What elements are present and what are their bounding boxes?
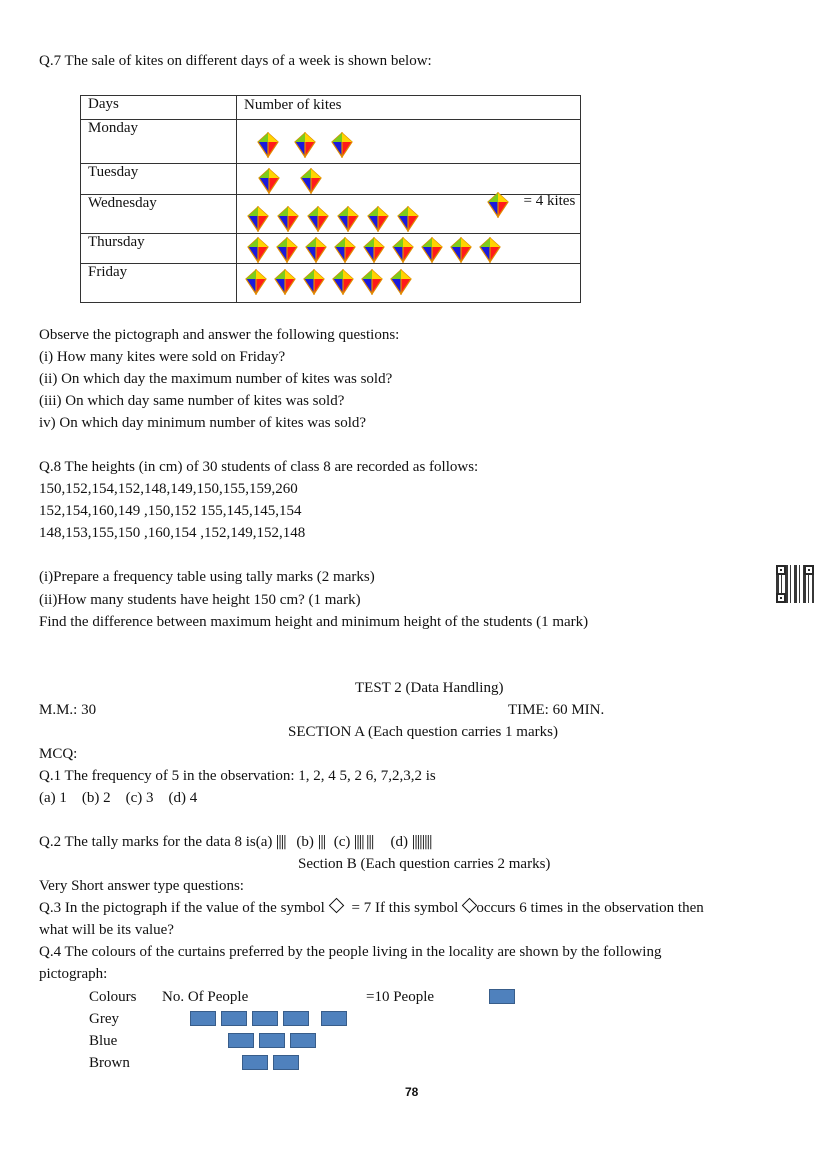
q2-label-d: (d) (390, 834, 409, 850)
kite-icon (275, 237, 299, 263)
section-b-heading: Section B (Each question carries 2 marks) (298, 856, 551, 872)
day-monday: Monday (81, 120, 237, 164)
header-number-label: Number of kites (244, 97, 342, 113)
block-icon (242, 1055, 268, 1070)
q8-part-1: (i)Prepare a frequency table using tally marks (2 marks) (39, 569, 375, 585)
q7-question-2: (ii) On which day the maximum number of kites was sold? (39, 371, 393, 387)
tally-option-b: ||| (317, 834, 326, 850)
kite-icon (299, 168, 323, 194)
block-icon (228, 1033, 254, 1048)
kite-icon (396, 206, 420, 232)
block-icon (259, 1033, 285, 1048)
block-icon (283, 1011, 309, 1026)
mcq-label: MCQ: (39, 746, 78, 762)
kite-icon (330, 132, 354, 158)
diamond-icon (328, 898, 344, 914)
tally-option-c: |||| ||| (354, 834, 374, 850)
header-days: Days (81, 96, 237, 120)
max-marks: M.M.: 30 (39, 702, 97, 718)
q8-data-line-1: 150,152,154,152,148,149,150,155,159,260 (39, 481, 298, 497)
kite-icon (246, 237, 270, 263)
q7-title: Q.7 The sale of kites on different days of a week is shown below: (39, 53, 432, 69)
kite-icon (257, 168, 281, 194)
block-icon (321, 1011, 347, 1026)
kite-pictograph-table (80, 95, 581, 303)
kites-thursday (237, 234, 581, 264)
test-title: TEST 2 (Data Handling) (355, 680, 504, 696)
block-icon (273, 1055, 299, 1070)
kite-icon (306, 206, 330, 232)
block-key-icon (489, 989, 515, 1004)
day-wednesday: Wednesday (81, 195, 237, 234)
q3-part-3: occurs 6 times in the observation then (476, 900, 704, 916)
kite-icon (302, 269, 326, 295)
qr-corner (776, 593, 786, 603)
q3-part-2: = 7 If this symbol (351, 900, 459, 916)
colour-brown: Brown (89, 1055, 130, 1071)
q8-title: Q.8 The heights (in cm) of 30 students of class 8 are recorded as follows: (39, 459, 479, 475)
block-icon (290, 1033, 316, 1048)
kite-icon (331, 269, 355, 295)
kites-monday (237, 120, 581, 164)
q3-line-1 (39, 899, 704, 917)
kite-icon (391, 237, 415, 263)
kite-icon (366, 206, 390, 232)
curtain-key-text: =10 People (366, 989, 435, 1005)
block-icon (252, 1011, 278, 1026)
header-no-of-people: No. Of People (162, 989, 249, 1005)
block-icon (190, 1011, 216, 1026)
q2-line (39, 833, 445, 851)
very-short-heading: Very Short answer type questions: (39, 878, 244, 894)
qr-corner (776, 565, 786, 575)
tally-option-a: |||| (276, 834, 287, 850)
kite-icon (273, 269, 297, 295)
kites-tuesday (237, 164, 581, 195)
block-icon (221, 1011, 247, 1026)
kite-icon (333, 237, 357, 263)
q1-options: (a) 1 (b) 2 (c) 3 (d) 4 (39, 790, 198, 806)
day-tuesday: Tuesday (81, 164, 237, 195)
kites-friday (237, 264, 581, 303)
kite-icon (360, 269, 384, 295)
kite-icon (304, 237, 328, 263)
key-text: = 4 kites (523, 192, 576, 209)
q8-part-2: (ii)How many students have height 150 cm? (1 mark) (39, 592, 361, 608)
tally-option-d: |||||||| (411, 834, 432, 850)
day-thursday: Thursday (81, 234, 237, 264)
page-number: 78 (405, 1085, 419, 1099)
q2-prefix: Q.2 The tally marks for the data 8 is(a) (39, 834, 273, 850)
q8-part-3: Find the difference between maximum height and minimum height of the students (1 mark) (39, 614, 589, 630)
kite-icon (246, 206, 270, 232)
kite-icon (362, 237, 386, 263)
q7-question-3: (iii) On which day same number of kites was sold? (39, 393, 345, 409)
kite-icon (449, 237, 473, 263)
kite-icon (244, 269, 268, 295)
q8-data-line-3: 148,153,155,150 ,160,154 ,152,149,152,148 (39, 525, 306, 541)
q7-question-4: iv) On which day minimum number of kites was sold? (39, 415, 367, 431)
q2-label-c: (c) (333, 834, 351, 850)
header-colours: Colours (89, 989, 137, 1005)
header-number-of-kites (237, 96, 581, 209)
q2-label-b: (b) (296, 834, 314, 850)
q4-line-2: pictograph: (39, 966, 108, 982)
q3-line-2: what will be its value? (39, 922, 174, 938)
kite-icon (256, 132, 280, 158)
q8-data-line-2: 152,154,160,149 ,150,152 155,145,145,154 (39, 503, 302, 519)
kite-icon (478, 237, 502, 263)
q1-text: Q.1 The frequency of 5 in the observation: 1, 2, 4 5, 2 6, 7,2,3,2 is (39, 768, 436, 784)
q4-line-1: Q.4 The colours of the curtains preferred by the people living in the locality are shown by the following (39, 944, 662, 960)
kite-icon (389, 269, 413, 295)
section-a-heading: SECTION A (Each question carries 1 marks) (288, 724, 558, 740)
kite-icon (276, 206, 300, 232)
q7-instructions: Observe the pictograph and answer the following questions: (39, 327, 400, 343)
kite-icon (293, 132, 317, 158)
q7-question-1: (i) How many kites were sold on Friday? (39, 349, 286, 365)
q3-part-1: Q.3 In the pictograph if the value of the symbol (39, 900, 325, 916)
time-limit: TIME: 60 MIN. (508, 702, 605, 718)
colour-grey: Grey (89, 1011, 119, 1027)
kite-icon (486, 192, 510, 218)
kite-icon (420, 237, 444, 263)
qr-corner (804, 565, 814, 575)
day-friday: Friday (81, 264, 237, 303)
qr-code (776, 565, 814, 603)
kite-icon (336, 206, 360, 232)
colour-blue: Blue (89, 1033, 118, 1049)
